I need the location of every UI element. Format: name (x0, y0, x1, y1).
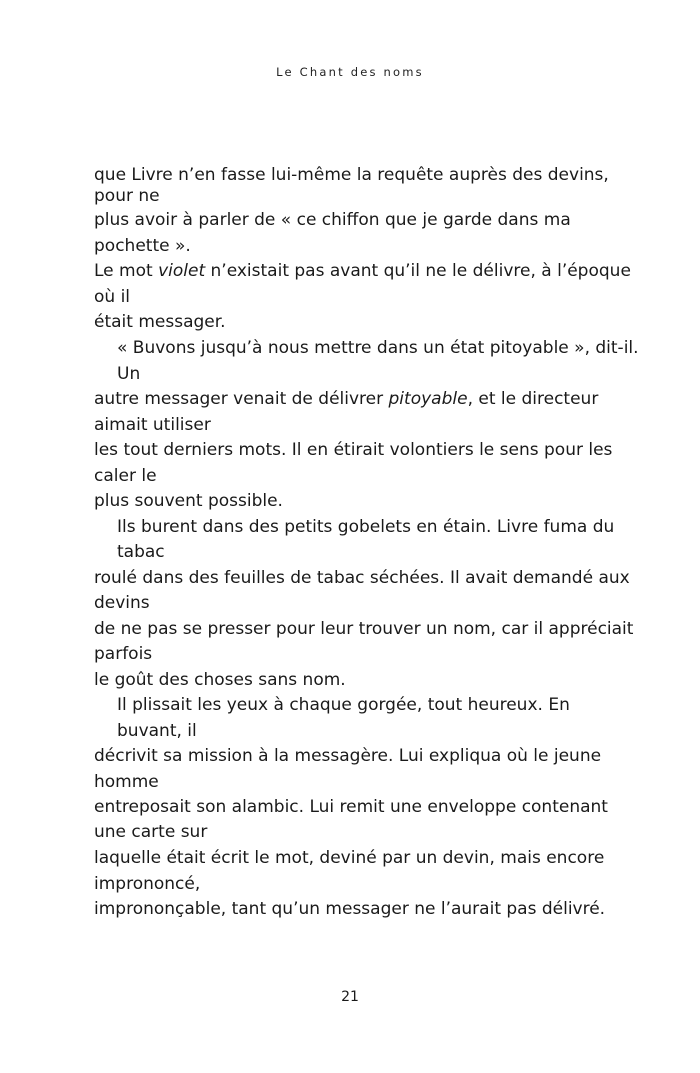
text-segment: plus souvent possible. (94, 491, 283, 511)
text-segment: décrivit sa mission à la messagère. Lui expliqua où le jeune (94, 746, 602, 766)
text-line (94, 796, 608, 818)
text-segment: tabac (117, 542, 165, 562)
text-line (94, 388, 598, 410)
text-segment: une carte sur (94, 822, 208, 842)
text-segment: était messager. (94, 312, 226, 332)
text-line (117, 720, 197, 742)
italic-text: violet (158, 261, 206, 281)
text-segment: les tout derniers mots. Il en étirait volontiers le sens pour les (94, 440, 613, 460)
text-segment: imprononçable, tant qu’un messager ne l’aurait pas délivré. (94, 899, 606, 919)
text-segment: buvant, il (117, 721, 197, 741)
text-line (94, 669, 346, 691)
text-segment: imprononcé, (94, 874, 201, 894)
text-line (117, 363, 140, 385)
text-segment: parfois (94, 644, 153, 664)
text-segment: entreposait son alambic. Lui remit une enveloppe contenant (94, 797, 608, 817)
text-segment: Le mot (94, 261, 159, 281)
text-segment: où il (94, 287, 131, 307)
text-line (117, 516, 614, 538)
text-segment: laquelle était écrit le mot, deviné par un devin, mais encore (94, 848, 605, 868)
text-line (94, 618, 633, 640)
text-segment: « Buvons jusqu’à nous mettre dans un état pitoyable », dit-il. (117, 338, 639, 358)
text-line (94, 873, 200, 895)
text-line (94, 235, 191, 257)
text-line (94, 821, 207, 843)
text-line (94, 592, 150, 614)
text-line (94, 439, 612, 461)
text-line (94, 643, 152, 665)
text-line (94, 260, 631, 282)
text-line (94, 567, 630, 589)
text-line (94, 209, 571, 231)
text-segment: de ne pas se presser pour leur trouver un nom, car il appréciait (94, 619, 634, 639)
text-segment: devins (94, 593, 150, 613)
text-segment: aimait utiliser (94, 415, 211, 435)
text-line (94, 898, 605, 920)
text-line (94, 490, 283, 512)
text-line (117, 337, 639, 359)
italic-text: pitoyable (388, 389, 468, 409)
text-segment: n’existait pas avant qu’il ne le délivre, à l’époque (205, 261, 631, 281)
text-segment: que Livre n’en fasse lui-même la requête auprès des devins, (94, 165, 609, 185)
text-line (94, 164, 609, 186)
text-segment: Un (117, 364, 141, 384)
text-line (94, 847, 604, 869)
text-segment: Il plissait les yeux à chaque gorgée, tout heureux. En (117, 695, 570, 715)
text-segment: roulé dans des feuilles de tabac séchées. Il avait demandé aux (94, 568, 630, 588)
running-header: Le Chant des noms (276, 65, 424, 79)
text-segment: autre messager venait de délivrer (94, 389, 389, 409)
text-segment: le goût des choses sans nom. (94, 670, 346, 690)
text-segment: homme (94, 772, 159, 792)
text-line (94, 465, 157, 487)
text-line (117, 694, 570, 716)
text-line (94, 745, 601, 767)
text-segment: plus avoir à parler de « ce chiffon que je garde dans ma (94, 210, 571, 230)
text-line (94, 414, 211, 436)
text-segment: pour ne (94, 186, 160, 206)
text-line (94, 286, 130, 308)
text-line (117, 541, 165, 563)
page-number: 21 (341, 989, 359, 1005)
text-segment: , et le directeur (467, 389, 599, 409)
text-segment: caler le (94, 466, 157, 486)
text-line (94, 185, 160, 207)
text-segment: Ils burent dans des petits gobelets en étain. Livre fuma du (117, 517, 615, 537)
text-segment: pochette ». (94, 236, 191, 256)
text-line (94, 771, 159, 793)
text-line (94, 311, 226, 333)
